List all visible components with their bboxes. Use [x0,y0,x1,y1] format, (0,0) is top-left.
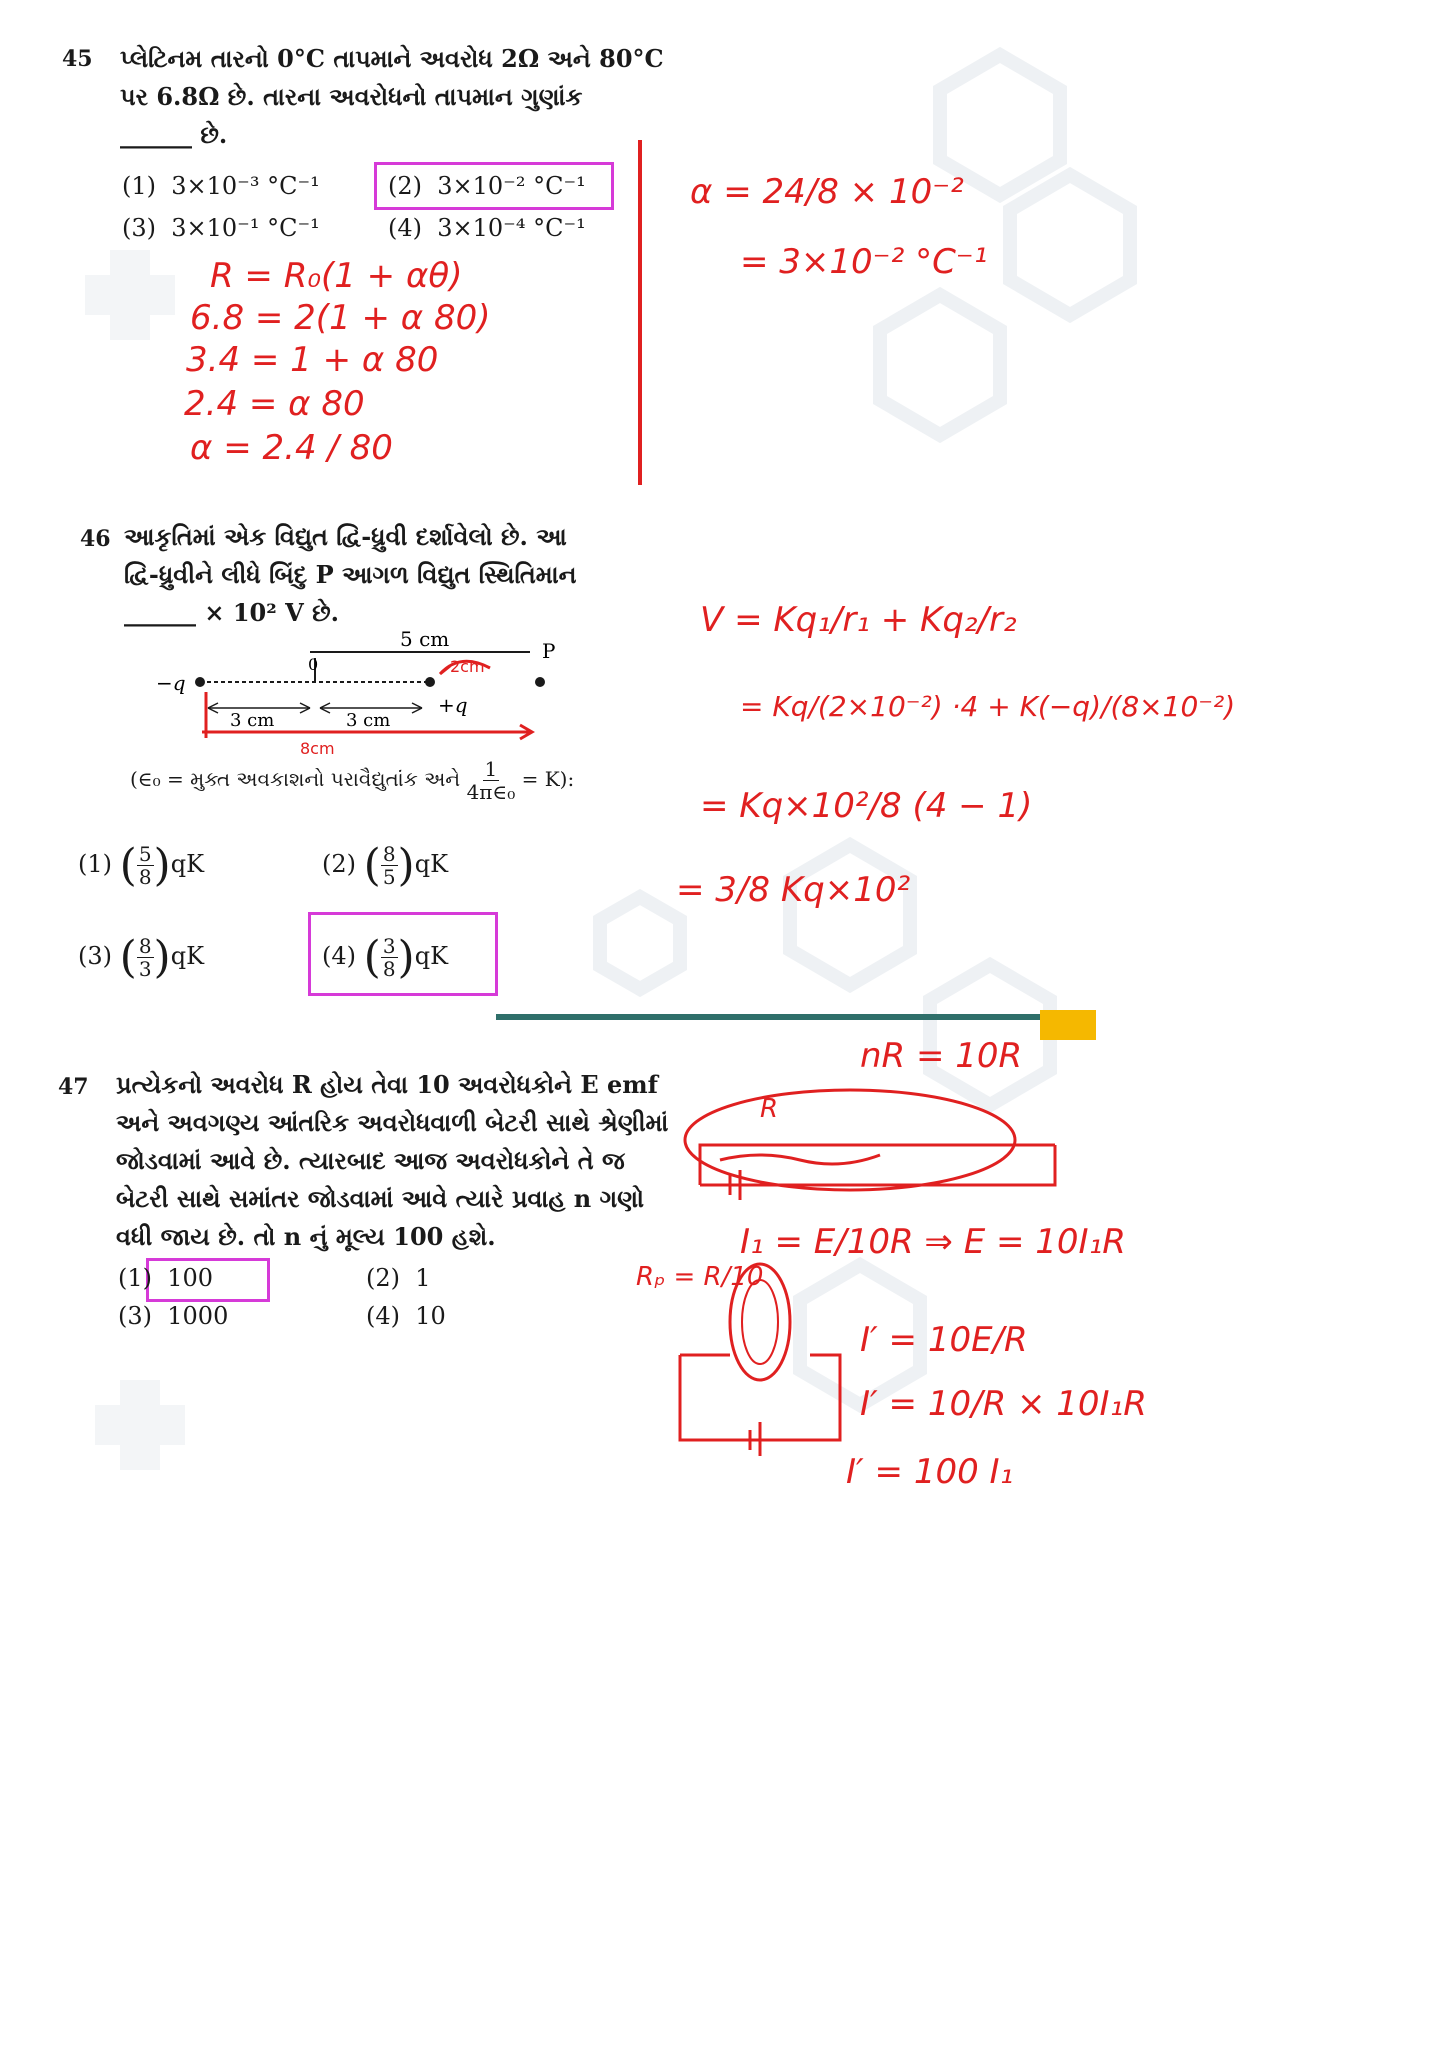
option-4[interactable]: (4) 10 [366,1302,446,1330]
question-line: પર 6.8Ω છે. તારના અવરોધનો તાપમાન ગુણાંક [120,82,583,111]
question-line: આકૃતિમાં એક વિદ્યુત દ્વિ-ધ્રુવી દર્શાવેલો છે. આ [124,522,567,551]
constant-note: (∈₀ = મુક્ત અવકાશનો પરાવૈદ્યુતાંક અને $\frac{1}{\text{4π∈₀}}$ = K): [130,757,575,804]
question-47-text [116,1066,668,1256]
positive-charge-label: +q [438,693,468,717]
handwritten-work: = 3×10⁻² °C⁻¹ [740,242,988,282]
dipole-figure [150,630,600,760]
handwritten-work: 6.8 = 2(1 + α 80) [190,298,491,338]
question-line: ______ છે. [120,120,228,149]
question-line: પ્લેટિનમ તારનો 0°C તાપમાને અવરોધ 2Ω અને 80°C [120,44,664,73]
handwritten-work: = 3/8 Kq×10² [676,870,911,910]
option-1[interactable]: (1) 3×10⁻³ °C⁻¹ [122,172,320,200]
handwritten-work: V = Kq₁/r₁ + Kq₂/r₂ [700,600,1017,640]
negative-charge-label: −q [156,671,186,695]
handwritten-work: Rₚ = R/10 [636,1262,764,1292]
option-4[interactable]: (4) 3×10⁻⁴ °C⁻¹ [388,214,586,242]
option-4[interactable]: (4) ( $\frac{3}{8}$ )qK [322,932,449,983]
option-2[interactable]: (2) 3×10⁻² °C⁻¹ [388,172,586,200]
distance-label-right: 3 cm [346,710,391,731]
option-1[interactable]: (1) 100 [118,1264,214,1292]
question-line: જોડવામાં આવે છે. ત્યારબાદ આજ અવરોધકોને તે જ [116,1146,625,1175]
option-1[interactable]: (1) ( $\frac{5}{8}$ )qK [78,840,205,891]
handwritten-work: I₁ = E/10R ⇒ E = 10I₁R [740,1222,1126,1262]
option-2[interactable]: (2) 1 [366,1264,431,1292]
handwritten-work: = Kq/(2×10⁻²) ·4 + K(−q)/(8×10⁻²) [740,690,1236,723]
handwritten-work: R [760,1094,779,1124]
answer-highlight-box [374,162,614,210]
question-number: 46 [80,526,111,552]
distance-label-top: 5 cm [400,630,450,651]
origin-label: 0 [308,655,319,674]
question-46-text [124,518,577,632]
ink-distance-label: 2cm [450,657,485,676]
question-line: દ્વિ-ધ્રુવીને લીધે બિંદુ P આગળ વિદ્યુત સ્થિતિમાન [124,560,577,589]
distance-label-left: 3 cm [230,710,275,731]
handwritten-work: I′ = 10E/R [860,1320,1028,1360]
handwritten-work: 2.4 = α 80 [184,384,365,424]
question-line: બેટરી સાથે સમાંતર જોડવામાં આવે ત્યારે પ્રવાહ n ગણો [116,1184,645,1213]
handwritten-work: 3.4 = 1 + α 80 [186,340,439,380]
handwritten-work: nR = 10R [860,1036,1023,1076]
option-2[interactable]: (2) ( $\frac{8}{5}$ )qK [322,840,449,891]
handwritten-work: α = 24/8 × 10⁻² [690,172,964,212]
badge-corner [1040,1010,1096,1040]
handwritten-work: I′ = 100 I₁ [846,1452,1014,1492]
question-number: 47 [58,1074,89,1100]
ink-distance-label: 8cm [300,739,335,758]
handwritten-work: α = 2.4 / 80 [190,428,393,468]
option-3[interactable]: (3) ( $\frac{8}{3}$ )qK [78,932,205,983]
question-line: ______ × 10² V છે. [124,598,339,627]
question-number: 45 [62,46,93,72]
point-label: P [542,639,556,663]
option-3[interactable]: (3) 3×10⁻¹ °C⁻¹ [122,214,320,242]
question-line: પ્રત્યેકનો અવરોધ R હોય તેવા 10 અવરોધકોને E emf [116,1070,659,1099]
question-line: વધી જાય છે. તો n નું મૂલ્ય 100 હશે. [116,1222,496,1251]
handwritten-work: I′ = 10/R × 10I₁R [860,1384,1147,1424]
handwritten-work: R = R₀(1 + αθ) [210,256,463,296]
question-45-text [120,40,664,154]
section-divider [496,1014,1040,1020]
red-divider-line [630,140,650,490]
question-line: અને અવગણ્ય આંતરિક અવરોધવાળી બેટરી સાથે શ્રેણીમાં [116,1108,669,1137]
handwritten-work: = Kq×10²/8 (4 − 1) [700,786,1033,826]
option-3[interactable]: (3) 1000 [118,1302,229,1330]
